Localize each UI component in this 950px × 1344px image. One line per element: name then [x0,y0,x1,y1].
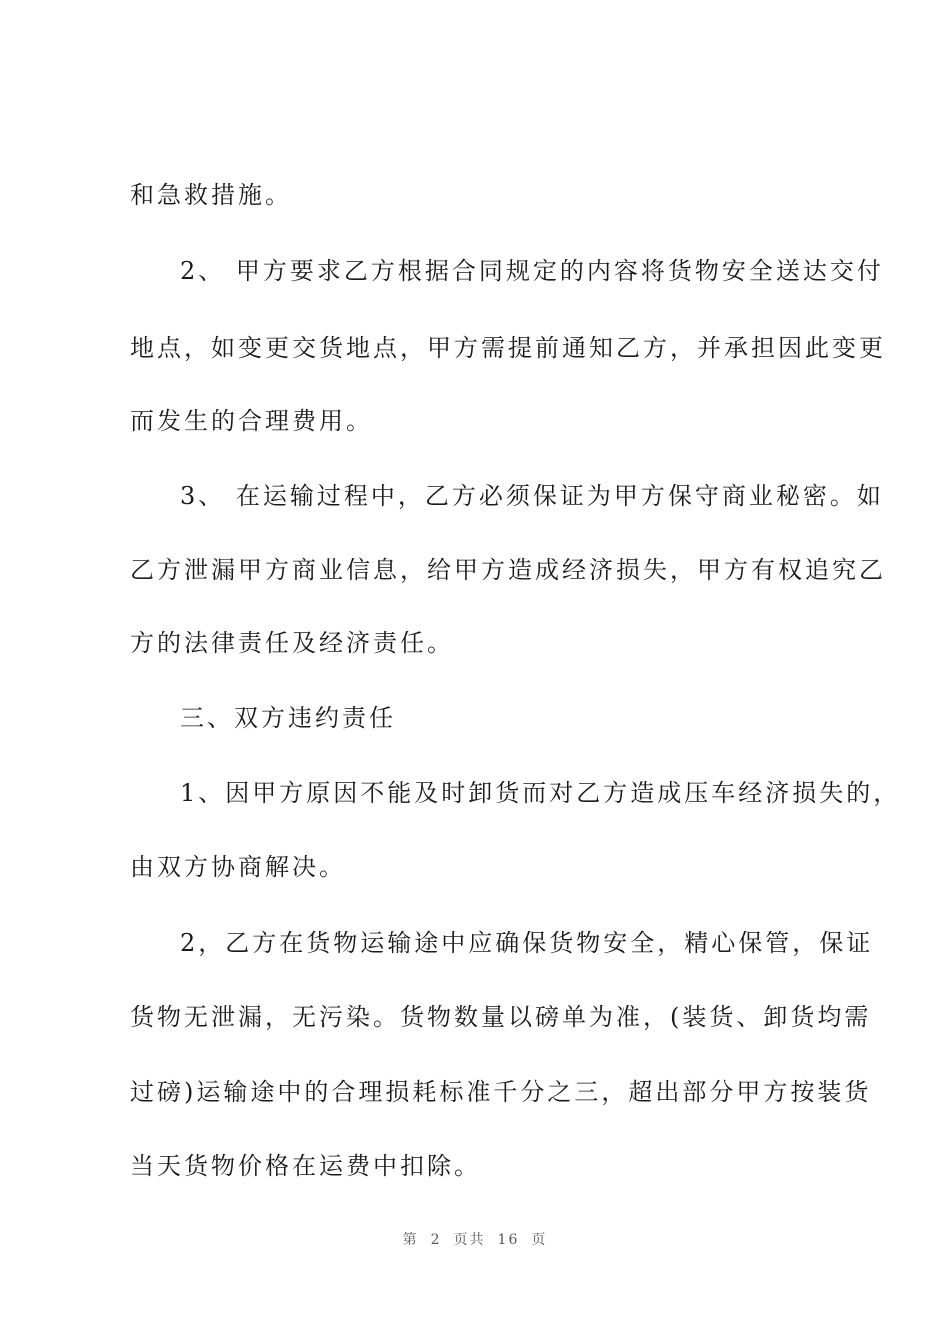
section-heading: 三、双方违约责任 [180,704,396,732]
paragraph-line: 和急救措施。 [130,181,292,209]
footer-total-pages: 16 [497,1232,520,1248]
paragraph-line: 3、 在运输过程中，乙方必须保证为甲方保守商业秘密。如 [180,482,884,510]
paragraph-line: 方的法律责任及经济责任。 [130,629,454,657]
paragraph-line: 过磅)运输途中的合理损耗标准千分之三，超出部分甲方按装货 [130,1078,872,1106]
paragraph-line: 乙方泄漏甲方商业信息，给甲方造成经济损失，甲方有权追究乙 [130,556,886,584]
footer-page-number: 2 [430,1232,442,1248]
paragraph-line: 货物无泄漏，无污染。货物数量以磅单为准，(装货、卸货均需 [130,1003,872,1031]
footer-prefix: 第 [402,1232,419,1248]
paragraph-line: 2、 甲方要求乙方根据合同规定的内容将货物安全送达交付 [180,257,884,285]
paragraph-line: 地点，如变更交货地点，甲方需提前通知乙方，并承担因此变更 [130,334,886,362]
footer-suffix: 页 [531,1232,548,1248]
footer-middle: 页共 [453,1232,486,1248]
paragraph-line: 1、因甲方原因不能及时卸货而对乙方造成压车经济损失的， [180,779,901,807]
paragraph-line: 由双方协商解决。 [130,853,346,881]
paragraph-line: 而发生的合理费用。 [130,407,373,435]
page-footer [0,1229,950,1249]
paragraph-line: 当天货物价格在运费中扣除。 [130,1152,481,1180]
paragraph-line: 2，乙方在货物运输途中应确保货物安全，精心保管，保证 [180,929,874,957]
